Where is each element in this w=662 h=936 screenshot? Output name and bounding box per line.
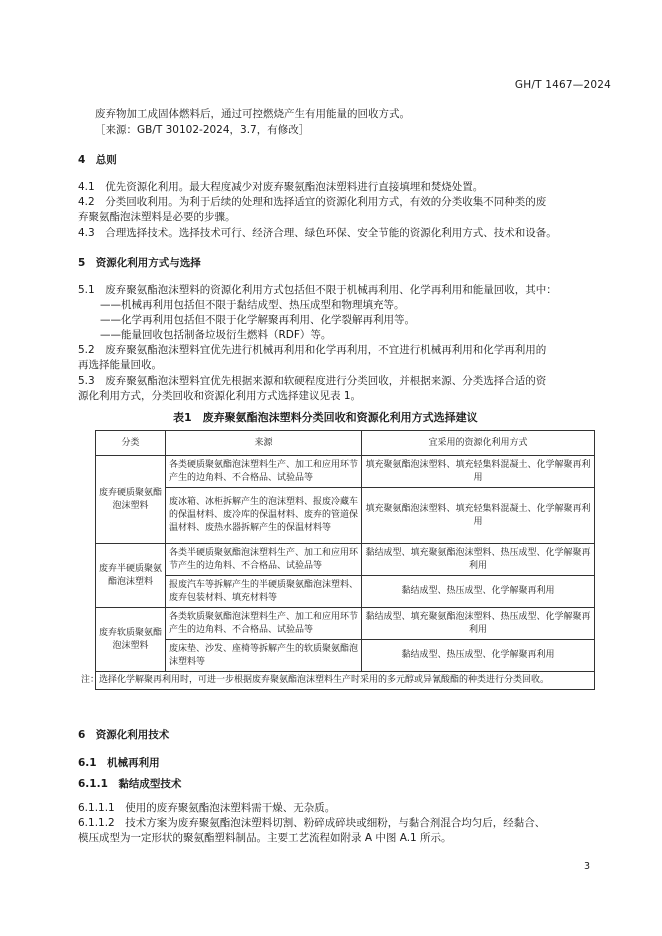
section-5-heading: 5 资源化利用方式与选择: [78, 257, 201, 269]
source-cell: 各类半硬质聚氨酯泡沫塑料生产、加工和应用环节产生的边角料、不合格品、试验品等: [166, 544, 362, 576]
clause-6-1-1-1: 6.1.1.1 使用的废弃聚氨酯泡沫塑料需干燥、无杂质。: [78, 802, 336, 814]
table-1-caption: 表1 废弃聚氨酯泡沫塑料分类回收和资源化利用方式选择建议: [173, 411, 478, 424]
source-cell: 报废汽车等拆解产生的半硬质聚氨酯泡沫塑料、废弃包装材料、填充材料等: [166, 576, 362, 608]
source-cell: 各类硬质聚氨酯泡沫塑料生产、加工和应用环节产生的边角料、不合格品、试验品等: [166, 456, 362, 488]
clause-4-2-line-1: 4.2 分类回收利用。为利于后续的处理和选择适宜的资源化利用方式，有效的分类收集不同种类的废: [78, 196, 547, 208]
table-1: [81, 430, 595, 690]
clause-6-1-1-2-line-1: 6.1.1.2 技术方案为废弃聚氨酯泡沫塑料切割、粉碎成碎块或细粉，与黏合剂混合均匀后，经黏合、: [78, 817, 546, 829]
source-cell: 各类软质聚氨酯泡沫塑料生产、加工和应用环节产生的边角料、不合格品、试验品等: [166, 608, 362, 640]
table-row: [96, 608, 595, 640]
table-row: [96, 456, 595, 488]
clause-4-1: 4.1 优先资源化利用。最大程度减少对废弃聚氨酯泡沫塑料进行直接填埋和焚烧处置。: [78, 181, 484, 193]
clause-4-2-line-2: 弃聚氨酯泡沫塑料是必要的步骤。: [78, 211, 236, 223]
clause-5-1: 5.1 废弃聚氨酯泡沫塑料的资源化利用方式包括但不限于机械再利用、化学再利用和能量回收，其中：: [78, 284, 557, 296]
header-method: 宜采用的资源化利用方式: [362, 431, 595, 456]
clause-5-3-line-2: 源化利用方式，分类回收和资源化利用方式选择建议见表 1。: [78, 390, 362, 402]
standard-number: GH/T 1467—2024: [514, 79, 611, 91]
table-row: [96, 576, 595, 608]
method-cell: 黏结成型、热压成型、化学解聚再利用: [362, 576, 595, 608]
source-cell: 废冰箱、冰柜拆解产生的泡沫塑料、报废冷藏车的保温材料、废冷库的保温材料、废弃的管道保温材料、废热水器拆解产生的保温材料等: [166, 488, 362, 544]
subsection-6-1-1-heading: 6.1.1 黏结成型技术: [78, 778, 182, 790]
header-source: 来源: [166, 431, 362, 456]
method-cell: 填充聚氨酯泡沫塑料、填充轻集料混凝土、化学解聚再利用: [362, 456, 595, 488]
subsection-6-1-heading: 6.1 机械再利用: [78, 757, 160, 769]
page-number: 3: [584, 861, 591, 872]
category-rigid: 废弃硬质聚氨酯泡沫塑料: [96, 456, 166, 544]
method-cell: 黏结成型、填充聚氨酯泡沫塑料、热压成型、化学解聚再利用: [362, 544, 595, 576]
clause-5-2-line-1: 5.2 废弃聚氨酯泡沫塑料宜优先进行机械再利用和化学再利用，不宜进行机械再利用和化学再利用的: [78, 344, 547, 356]
table-row: [96, 640, 595, 672]
table-header-row: [96, 431, 595, 456]
source-cell: 废床垫、沙发、座椅等拆解产生的软质聚氨酯泡沫塑料等: [166, 640, 362, 672]
intro-line-1: 废弃物加工成固体燃料后，通过可控燃烧产生有用能量的回收方式。: [95, 108, 410, 120]
clause-4-3: 4.3 合理选择技术。选择技术可行、经济合理、绿色环保、安全节能的资源化利用方式、技术和设备。: [78, 227, 557, 239]
dash-item-mechanical: ——机械再利用包括但不限于黏结成型、热压成型和物理填充等。: [100, 299, 405, 311]
method-cell: 黏结成型、热压成型、化学解聚再利用: [362, 640, 595, 672]
category-semi-rigid: 废弃半硬质聚氨酯泡沫塑料: [96, 544, 166, 608]
clause-6-1-1-2-line-2: 模压成型为一定形状的聚氨酯塑料制品。主要工艺流程如附录 A 中图 A.1 所示。: [78, 832, 452, 844]
section-4-heading: 4 总则: [78, 154, 117, 166]
clause-5-3-line-1: 5.3 废弃聚氨酯泡沫塑料宜优先根据来源和软硬程度进行分类回收，并根据来源、分类选择合适的资: [78, 375, 547, 387]
table-note-row: [96, 672, 595, 690]
header-category: 分类: [96, 431, 166, 456]
category-flexible: 废弃软质聚氨酯泡沫塑料: [96, 608, 166, 672]
dash-item-chemical: ——化学再利用包括但不限于化学解聚再利用、化学裂解再利用等。: [100, 314, 415, 326]
table-note: 注：选择化学解聚再利用时，可进一步根据废弃聚氨酯泡沫塑料生产时采用的多元醇或异氰酸酯的种类进行分类回收。: [96, 672, 595, 690]
clause-5-2-line-2: 再选择能量回收。: [78, 359, 162, 371]
table-row: [96, 488, 595, 544]
intro-source-citation: ［来源：GB/T 30102-2024，3.7，有修改］: [95, 124, 310, 136]
table-row: [96, 544, 595, 576]
method-cell: 黏结成型、填充聚氨酯泡沫塑料、热压成型、化学解聚再利用: [362, 608, 595, 640]
section-6-heading: 6 资源化利用技术: [78, 729, 170, 741]
method-cell: 填充聚氨酯泡沫塑料、填充轻集料混凝土、化学解聚再利用: [362, 488, 595, 544]
dash-item-energy: ——能量回收包括制备垃圾衍生燃料（RDF）等。: [100, 329, 332, 341]
